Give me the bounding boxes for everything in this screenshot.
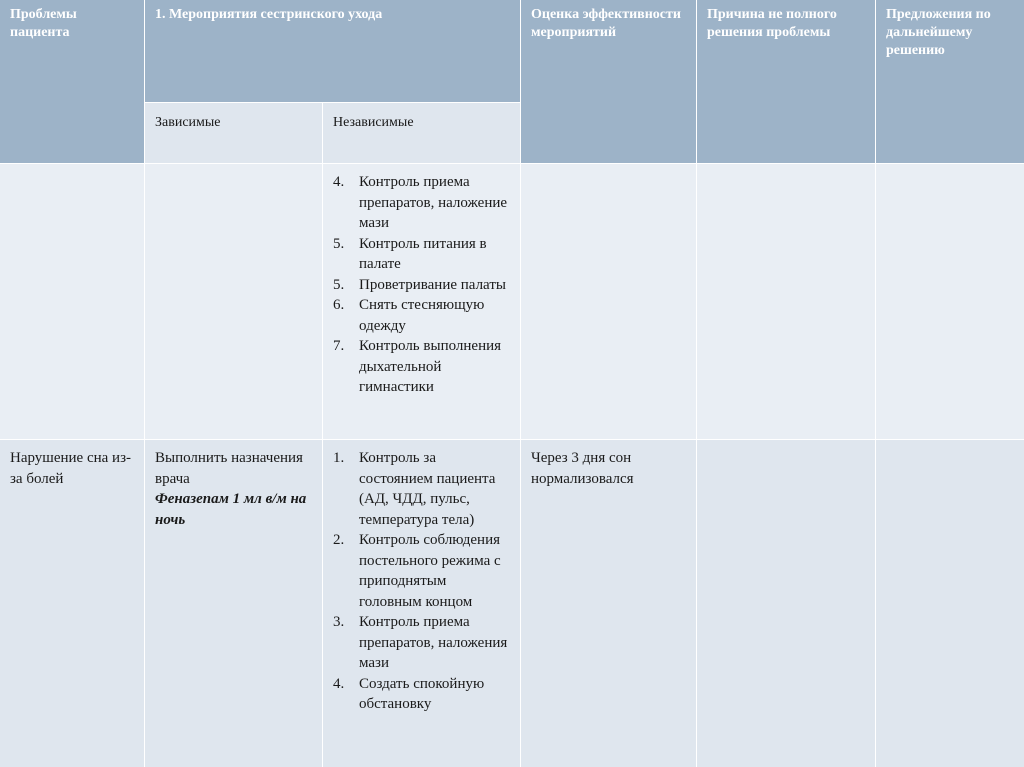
- subheader-independent-label: Независимые: [333, 115, 414, 130]
- subheader-independent: [323, 103, 520, 163]
- row2-dependent: [145, 440, 322, 767]
- header-problems: [0, 0, 144, 163]
- list-item: 5. Проветривание палаты: [333, 276, 506, 293]
- list-item: 6. Снять стесняющую одежду: [333, 297, 485, 334]
- header-problems-label: Проблемы пациента: [10, 7, 77, 40]
- list-item: 7. Контроль выполнения дыхательной гимнастики: [333, 338, 502, 395]
- header-suggestions-label: Предложения по дальнейшему решению: [886, 7, 991, 58]
- row1-suggestions: [876, 164, 1024, 439]
- header-measures-label: 1. Мероприятия сестринского ухода: [155, 7, 383, 22]
- row1-independent-list: [333, 172, 510, 398]
- header-suggestions: [876, 0, 1024, 163]
- row2-dependent-text: Выполнить назначения врача: [155, 450, 303, 487]
- row1-evaluation: [521, 164, 696, 439]
- header-evaluation-label: Оценка эффективности мероприятий: [531, 7, 681, 40]
- list-item: 4. Создать спокойную обстановку: [333, 675, 485, 712]
- row2-problem: [0, 440, 144, 767]
- list-item: 2. Контроль соблюдения постельного режима с приподнятым головным концом: [333, 532, 501, 610]
- row2-independent: [323, 440, 520, 767]
- row2-dependent-drug: Феназепам 1 мл в/м на ночь: [155, 491, 307, 528]
- row2-problem-text: Нарушение сна из-за болей: [10, 450, 132, 487]
- header-measures: [145, 0, 520, 102]
- list-item: 3. Контроль приема препаратов, наложения мази: [333, 614, 508, 671]
- list-item: 1. Контроль за состоянием пациента (АД, ЧДД, пульс, температура тела): [333, 450, 496, 528]
- row1-independent: [323, 164, 520, 439]
- header-reason: [697, 0, 875, 163]
- subheader-dependent: [145, 103, 322, 163]
- row2-reason: [697, 440, 875, 767]
- header-reason-label: Причина не полного решения проблемы: [707, 7, 837, 40]
- header-evaluation: [521, 0, 696, 163]
- list-item: 5. Контроль питания в палате: [333, 235, 487, 272]
- row1-reason: [697, 164, 875, 439]
- subheader-dependent-label: Зависимые: [155, 115, 221, 130]
- list-item: 4. Контроль приема препаратов, наложение мази: [333, 174, 508, 231]
- row2-evaluation-text: Через 3 дня сон нормализовался: [531, 450, 634, 487]
- row1-dependent: [145, 164, 322, 439]
- row2-independent-list: [333, 448, 510, 715]
- row1-problem: [0, 164, 144, 439]
- row2-suggestions: [876, 440, 1024, 767]
- row2-evaluation: [521, 440, 696, 767]
